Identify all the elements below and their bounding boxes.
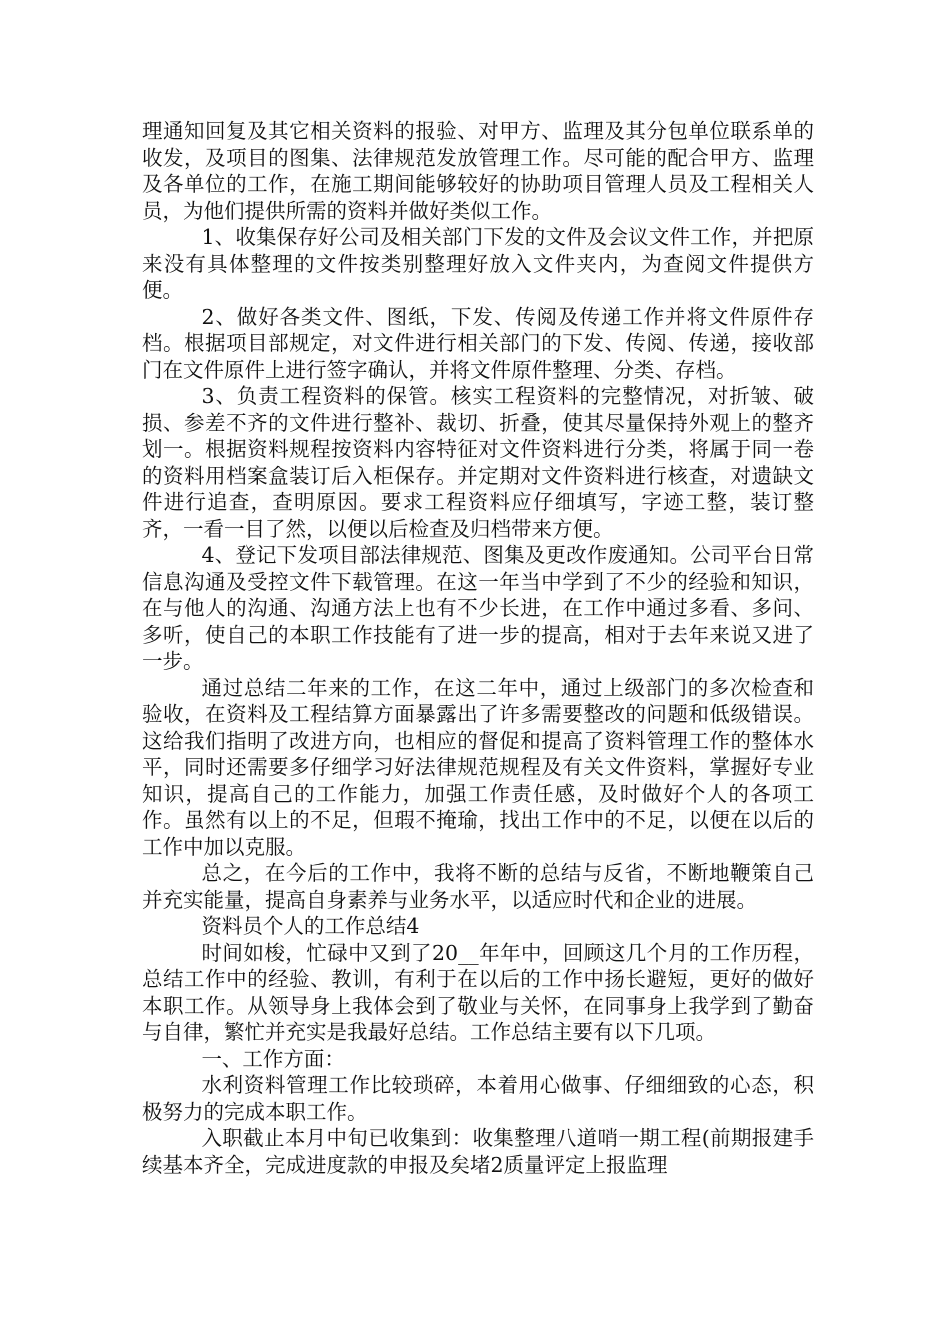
paragraph-item-1: 1、收集保存好公司及相关部门下发的文件及会议文件工作，并把原来没有具体整理的文件按类别整理好放入文件夹内，为查阅文件提供方便。 [142, 225, 814, 302]
paragraph-conclusion: 总之，在今后的工作中，我将不断的总结与反省，不断地鞭策自己并充实能量，提高自身素养与业务水平，以适应时代和企业的进展。 [142, 861, 814, 912]
paragraph-continued: 理通知回复及其它相关资料的报验、对甲方、监理及其分包单位联系单的收发，及项目的图集、法律规范发放管理工作。尽可能的配合甲方、监理及各单位的工作，在施工期间能够较好的协助项目管理人员及工程相关人员，为他们提供所需的资料并做好类似工作。 [142, 119, 814, 223]
paragraph-item-3: 3、负责工程资料的保管。核实工程资料的完整情况，对折皱、破损、参差不齐的文件进行整补、裁切、折叠，使其尽量保持外观上的整齐划一。根据资料规程按资料内容特征对文件资料进行分类，将属于同一卷的资料用档案盒装订后入柜保存。并定期对文件资料进行核查，对遗缺文件进行追查，查明原因。要求工程资料应仔细填写，字迹工整，装订整齐，一看一目了然，以便以后检查及归档带来方便。 [142, 384, 814, 541]
paragraph-review: 通过总结二年来的工作，在这二年中，通过上级部门的多次检查和验收，在资料及工程结算方面暴露出了许多需要整改的问题和低级错误。这给我们指明了改进方向，也相应的督促和提高了资料管理工作的整体水平，同时还需要多仔细学习好法律规范规程及有关文件资料，掌握好专业知识，提高自己的工作能力，加强工作责任感，及时做好个人的各项工作。虽然有以上的不足，但瑕不掩瑜，找出工作中的不足，以便在以后的工作中加以克服。 [142, 675, 814, 859]
paragraph-work-progress: 入职截止本月中旬已收集到：收集整理八道哨一期工程(前期报建手续基本齐全，完成进度款的申报及矣堵2质量评定上报监理 [142, 1126, 814, 1177]
section-heading-work: 一、工作方面： [201, 1046, 345, 1071]
paragraph-intro: 时间如梭，忙碌中又到了20__年年中，回顾这几个月的工作历程，总结工作中的经验、教训，有利于在以后的工作中扬长避短，更好的做好本职工作。从领导身上我体会到了敬业与关怀，在同事身上我学到了勤奋与自律，繁忙并充实是我最好总结。工作总结主要有以下几项。 [142, 940, 814, 1044]
document-page [142, 118, 814, 1178]
paragraph-work-attitude: 水利资料管理工作比较琐碎，本着用心做事、仔细细致的心态，积极努力的完成本职工作。 [142, 1073, 814, 1124]
paragraph-item-4: 4、登记下发项目部法律规范、图集及更改作废通知。公司平台日常信息沟通及受控文件下载管理。在这一年当中学到了不少的经验和知识，在与他人的沟通、沟通方法上也有不少长进，在工作中通过多看、多问、多听，使自己的本职工作技能有了进一步的提高，相对于去年来说又进了一步。 [142, 543, 814, 673]
paragraph-item-2: 2、做好各类文件、图纸，下发、传阅及传递工作并将文件原件存档。根据项目部规定，对文件进行相关部门的下发、传阅、传递，接收部门在文件原件上进行签字确认，并将文件原件整理、分类、存档。 [142, 304, 814, 382]
section-title: 资料员个人的工作总结4 [201, 914, 420, 938]
